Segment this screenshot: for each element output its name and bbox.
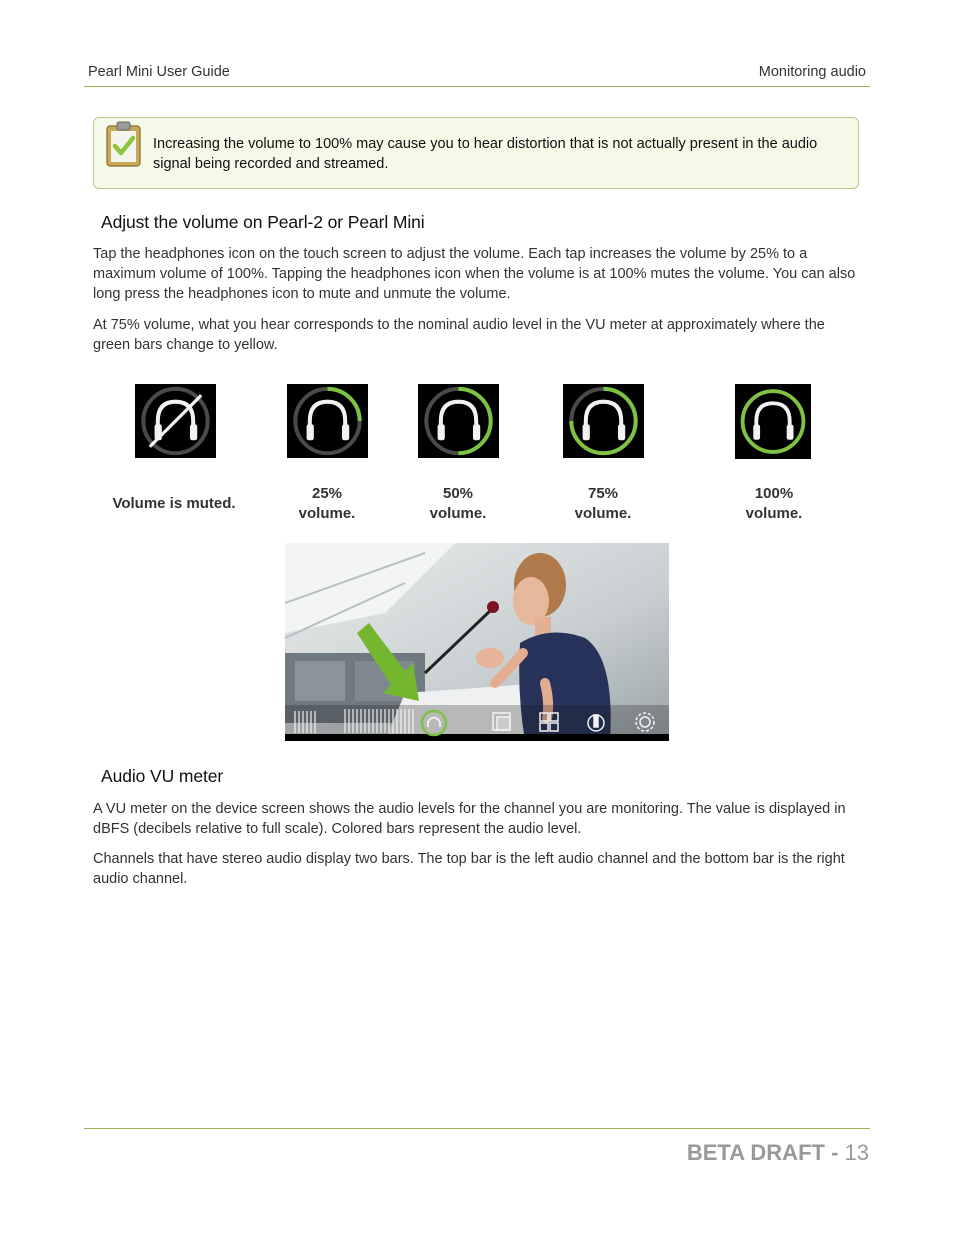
adjust-volume-paragraph-1: Tap the headphones icon on the touch screen to adjust the volume. Each tap increases the volume by 25% to a maximum volume of 100%. Tapping the headphones icon when the volume is at 100% mutes the volume. You can also long press the headphones icon to mute and unmute the volume. [93,246,856,302]
headphones-100-icon [735,384,811,459]
volume-level-arc [743,391,804,452]
vu-meter-paragraph-2: Channels that have stereo audio display two bars. The top bar is the left audio channel and the bottom bar is the right audio channel. [93,851,845,887]
headphones-muted-icon [135,384,216,458]
caption-muted: Volume is muted. [112,495,236,512]
caption-100: 100% volume. [745,485,803,522]
caption-50: 50% volume. [429,485,487,522]
touchscreen-photo [285,543,669,741]
page-number: 13 [844,1140,869,1165]
section-title-adjust-volume: Adjust the volume on Pearl-2 or Pearl Mini [101,212,425,232]
note-box [93,117,859,189]
header-right: Monitoring audio [758,64,866,80]
vu-meter-paragraph-1: A VU meter on the device screen shows the audio levels for the channel you are monitoring. The value is displayed in dBFS (decibels relative to full scale). Colored bars represent the audio level. [93,801,846,837]
caption-25: 25% volume. [298,485,356,522]
adjust-volume-paragraph-2: At 75% volume, what you hear corresponds to the nominal audio level in the VU meter at approximately where the green bars change to yellow. [93,317,825,353]
header-left: Pearl Mini User Guide [88,64,230,80]
clipboard-check-icon [104,120,144,168]
footer-page-label [687,1140,869,1166]
footer-rule [84,1128,870,1129]
headphones-75-icon [563,384,644,458]
caption-75: 75% volume. [574,485,632,522]
headphones-25-icon [287,384,368,458]
footer-beta-label: BETA DRAFT - [686,1140,839,1165]
header-rule [84,86,870,87]
headphones-50-icon [418,384,499,458]
section-title-vu-meter: Audio VU meter [101,766,224,786]
note-text: Increasing the volume to 100% may cause you to hear distortion that is not actually present in the audio signal being recorded and streamed. [153,136,818,172]
